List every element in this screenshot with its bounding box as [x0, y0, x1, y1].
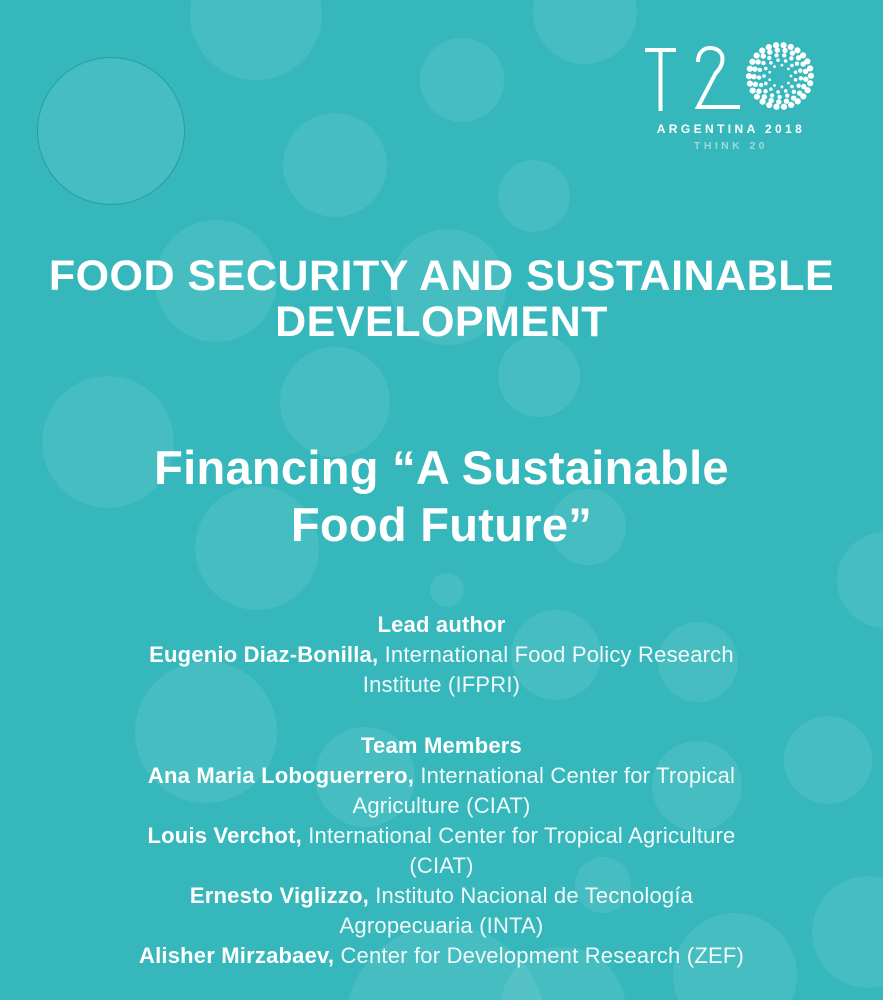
authors-block	[0, 610, 883, 971]
page-title	[0, 253, 883, 345]
t20-dots-icon	[746, 42, 814, 110]
author-affiliation: International Center for Tropical Agriculture	[301, 823, 736, 848]
team-members-lines	[0, 761, 883, 971]
author-affiliation: (CIAT)	[409, 853, 474, 878]
author-line	[0, 941, 883, 971]
author-affiliation: Center for Development Research (ZEF)	[334, 943, 744, 968]
lead-author-heading: Lead author	[377, 612, 506, 637]
team-members-heading: Team Members	[361, 733, 522, 758]
background-bubble	[283, 113, 387, 217]
page-subtitle	[0, 439, 883, 553]
background-bubble	[190, 0, 322, 80]
page-title-line2: DEVELOPMENT	[275, 298, 608, 346]
author-line	[0, 640, 883, 670]
page-subtitle-line2: Food Future”	[290, 498, 593, 551]
author-line	[0, 881, 883, 911]
background-bubble	[430, 573, 464, 607]
author-line	[0, 791, 883, 821]
page-title-line1: FOOD SECURITY AND SUSTAINABLE	[48, 252, 835, 300]
logo-tagline: THINK 20	[694, 140, 768, 152]
background-bubble	[498, 160, 570, 232]
author-line	[0, 851, 883, 881]
lead-author-lines	[0, 640, 883, 700]
background-bubble	[498, 335, 580, 417]
author-name: Louis Verchot,	[147, 823, 302, 848]
t20-logo	[640, 40, 822, 152]
background-bubble	[533, 0, 637, 64]
background-bubble	[38, 58, 184, 204]
author-name: Ana Maria Loboguerrero,	[147, 763, 415, 788]
author-affiliation: International Center for Tropical	[414, 763, 736, 788]
t20-wordmark-icon	[640, 40, 822, 116]
author-affiliation: Agriculture (CIAT)	[352, 793, 531, 818]
author-line	[0, 670, 883, 700]
author-affiliation: International Food Policy Research	[378, 642, 734, 667]
author-name: Eugenio Diaz-Bonilla,	[149, 642, 379, 667]
author-line	[0, 911, 883, 941]
author-affiliation: Institute (IFPRI)	[362, 672, 521, 697]
author-line	[0, 821, 883, 851]
logo-country-year: ARGENTINA 2018	[656, 122, 806, 136]
author-line	[0, 761, 883, 791]
background-bubble	[420, 38, 504, 122]
author-name: Alisher Mirzabaev,	[138, 943, 335, 968]
author-name: Ernesto Viglizzo,	[189, 883, 369, 908]
author-affiliation: Instituto Nacional de Tecnología	[368, 883, 694, 908]
page-subtitle-line1: Financing “A Sustainable	[154, 441, 729, 494]
author-affiliation: Agropecuaria (INTA)	[339, 913, 544, 938]
